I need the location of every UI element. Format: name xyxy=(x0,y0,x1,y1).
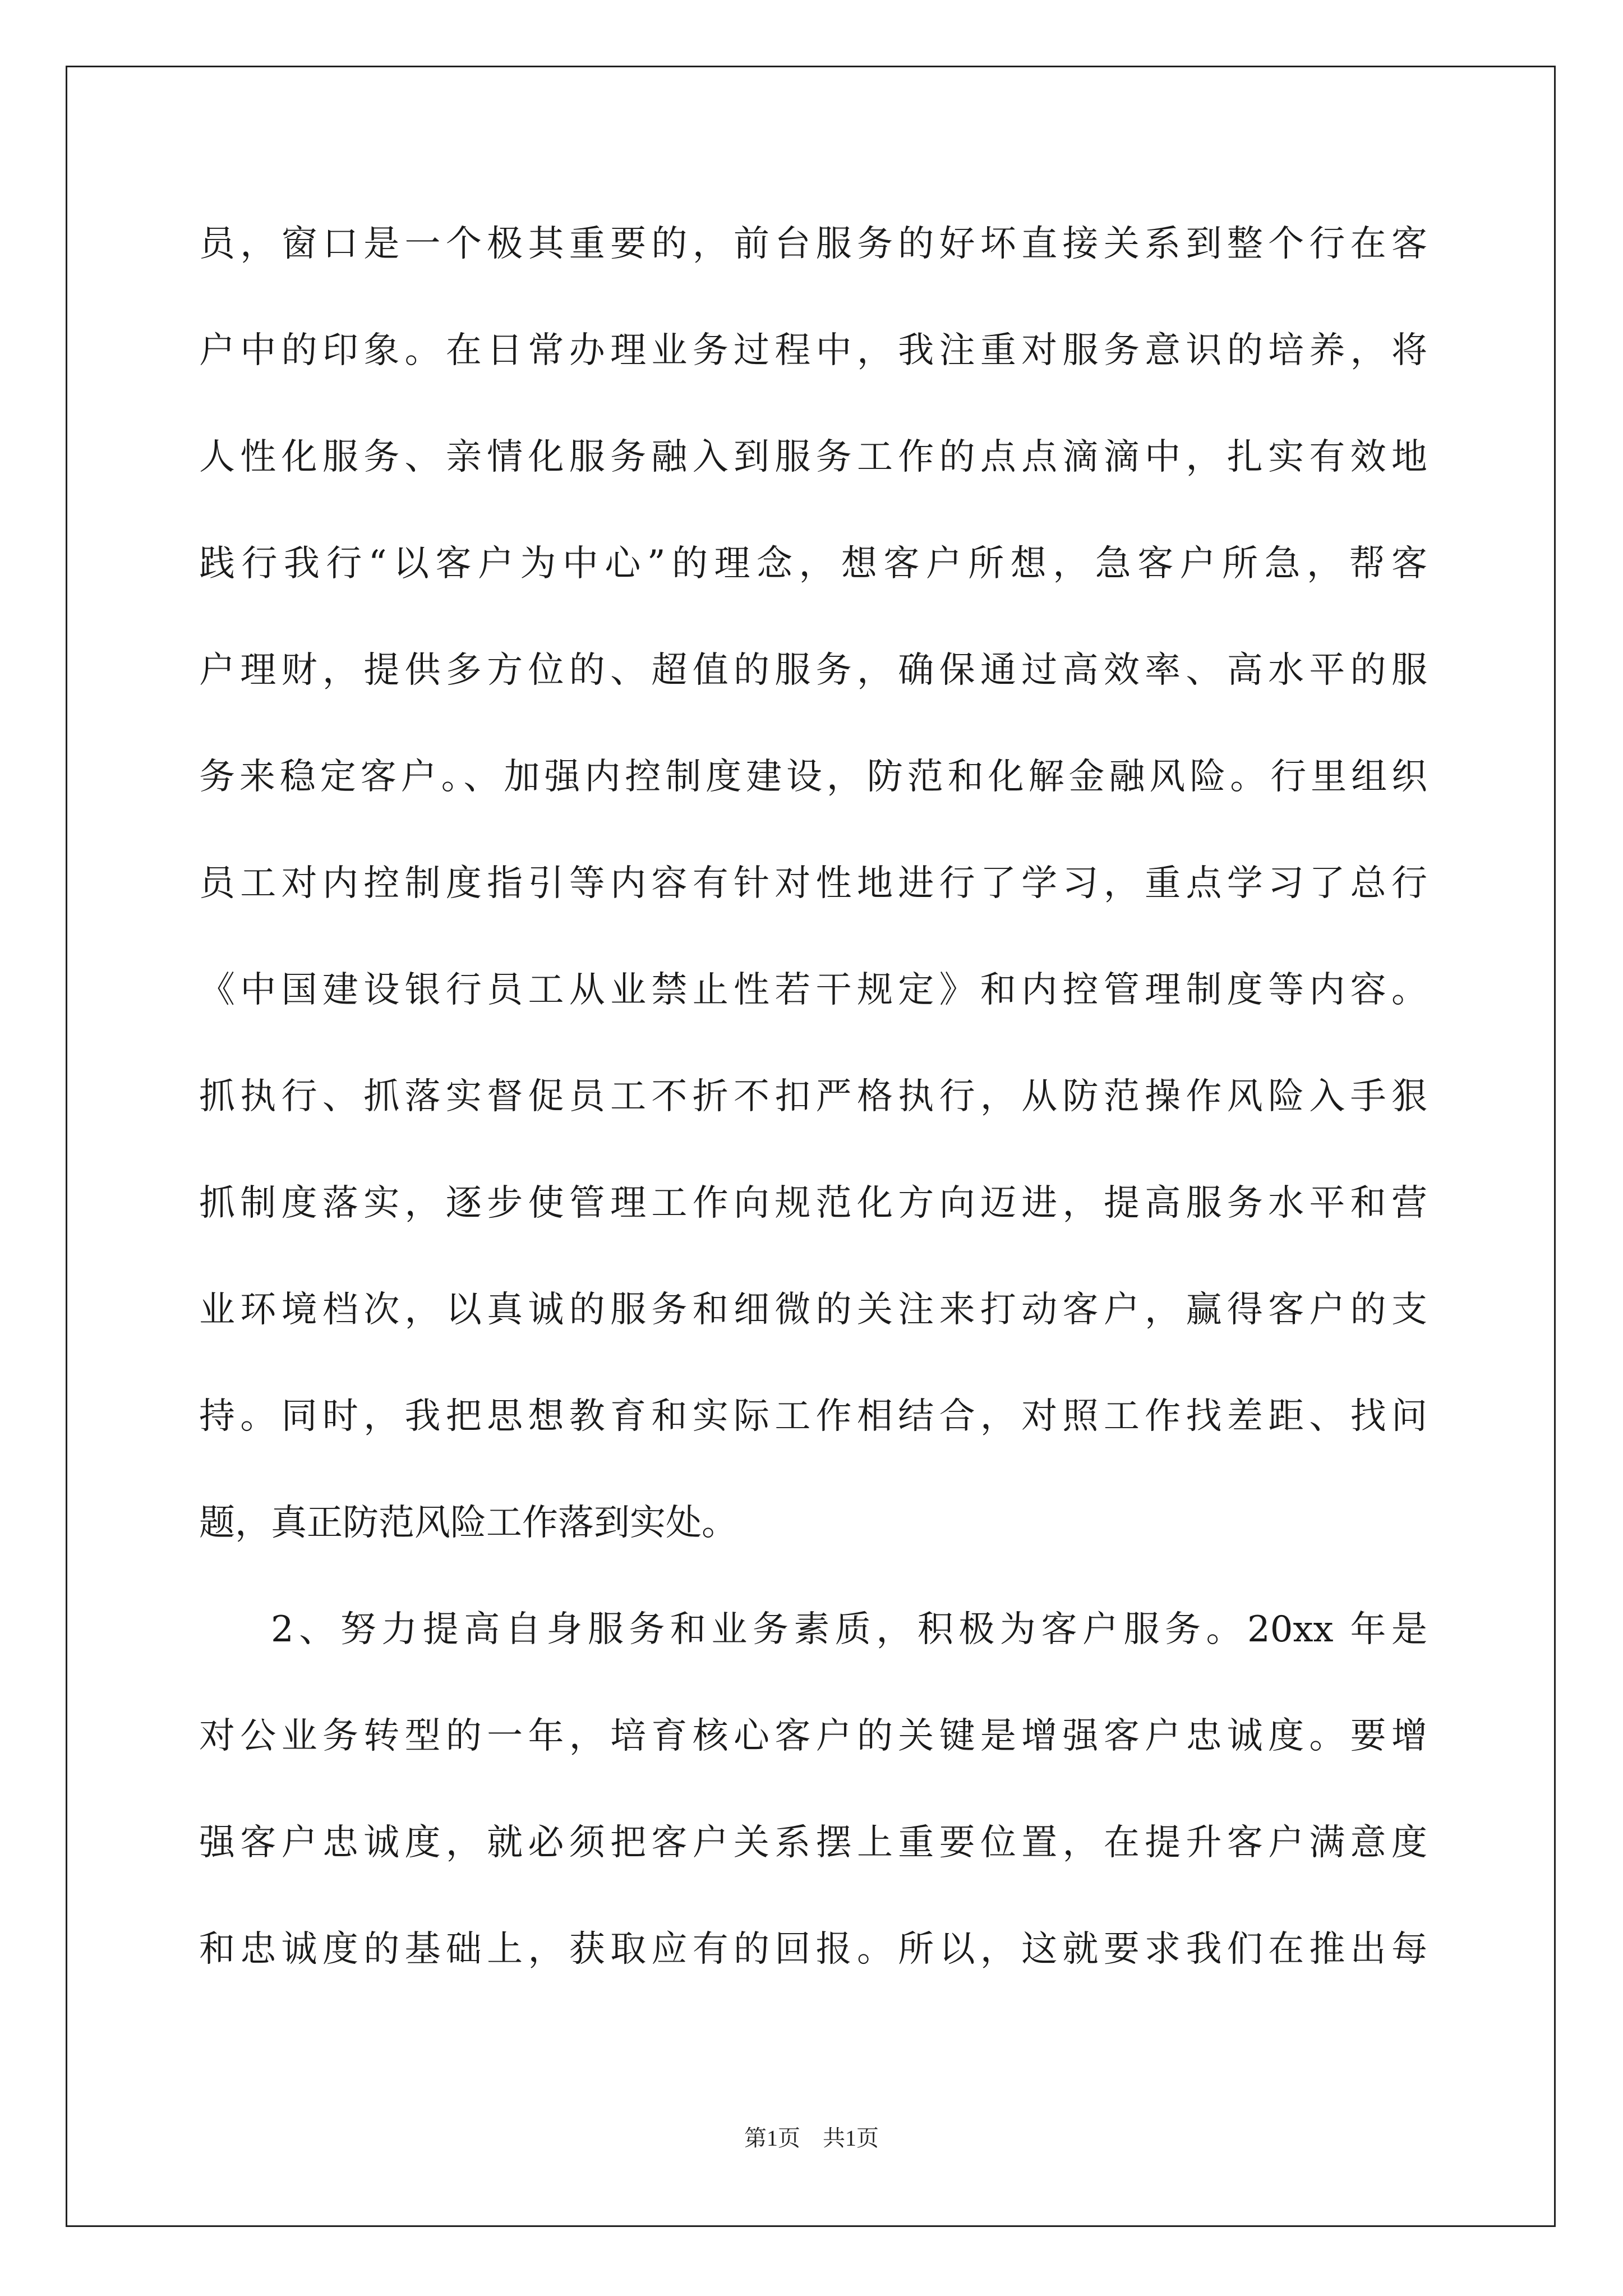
text-line: 户中的印象。在日常办理业务过程中，我注重对服务意识的培养，将 xyxy=(199,330,1427,371)
text-line: 和忠诚度的基础上，获取应有的回报。所以，这就要求我们在推出每 xyxy=(199,1929,1427,1970)
text-line: 《中国建设银行员工从业禁止性若干规定》和内控管理制度等内容。 xyxy=(199,969,1427,1011)
text-line: 业环境档次，以真诚的服务和细微的关注来打动客户，赢得客户的支 xyxy=(199,1289,1427,1331)
page-footer xyxy=(0,2120,1623,2152)
text-line: 持。同时，我把思想教育和实际工作相结合，对照工作找差距、找问 xyxy=(199,1396,1427,1437)
text-line: 对公业务转型的一年，培育核心客户的关键是增强客户忠诚度。要增 xyxy=(199,1715,1427,1757)
document-body xyxy=(199,209,1427,2021)
text-line: 践行我行“以客户为中心”的理念，想客户所想，急客户所急，帮客 xyxy=(199,543,1427,585)
text-line: 题，真正防范风险工作落到实处。 xyxy=(199,1502,737,1544)
page-number: 第1页 xyxy=(744,2125,800,2151)
text-line: 抓执行、抓落实督促员工不折不扣严格执行，从防范操作风险入手狠 xyxy=(199,1076,1427,1117)
text-line: 强客户忠诚度，就必须把客户关系摆上重要位置，在提升客户满意度 xyxy=(199,1822,1427,1864)
text-line: 2、努力提高自身服务和业务素质，积极为客户服务。20xx 年是 xyxy=(271,1609,1427,1650)
text-line: 抓制度落实，逐步使管理工作向规范化方向迈进，提高服务水平和营 xyxy=(199,1182,1427,1224)
text-line: 务来稳定客户。、加强内控制度建设，防范和化解金融风险。行里组织 xyxy=(199,756,1427,798)
text-line: 户理财，提供多方位的、超值的服务，确保通过高效率、高水平的服 xyxy=(199,650,1427,691)
text-line: 员，窗口是一个极其重要的，前台服务的好坏直接关系到整个行在客 xyxy=(199,223,1427,265)
text-line: 人性化服务、亲情化服务融入到服务工作的点点滴滴中，扎实有效地 xyxy=(199,436,1427,478)
text-line: 员工对内控制度指引等内容有针对性地进行了学习，重点学习了总行 xyxy=(199,863,1427,904)
page-total: 共1页 xyxy=(823,2125,879,2151)
